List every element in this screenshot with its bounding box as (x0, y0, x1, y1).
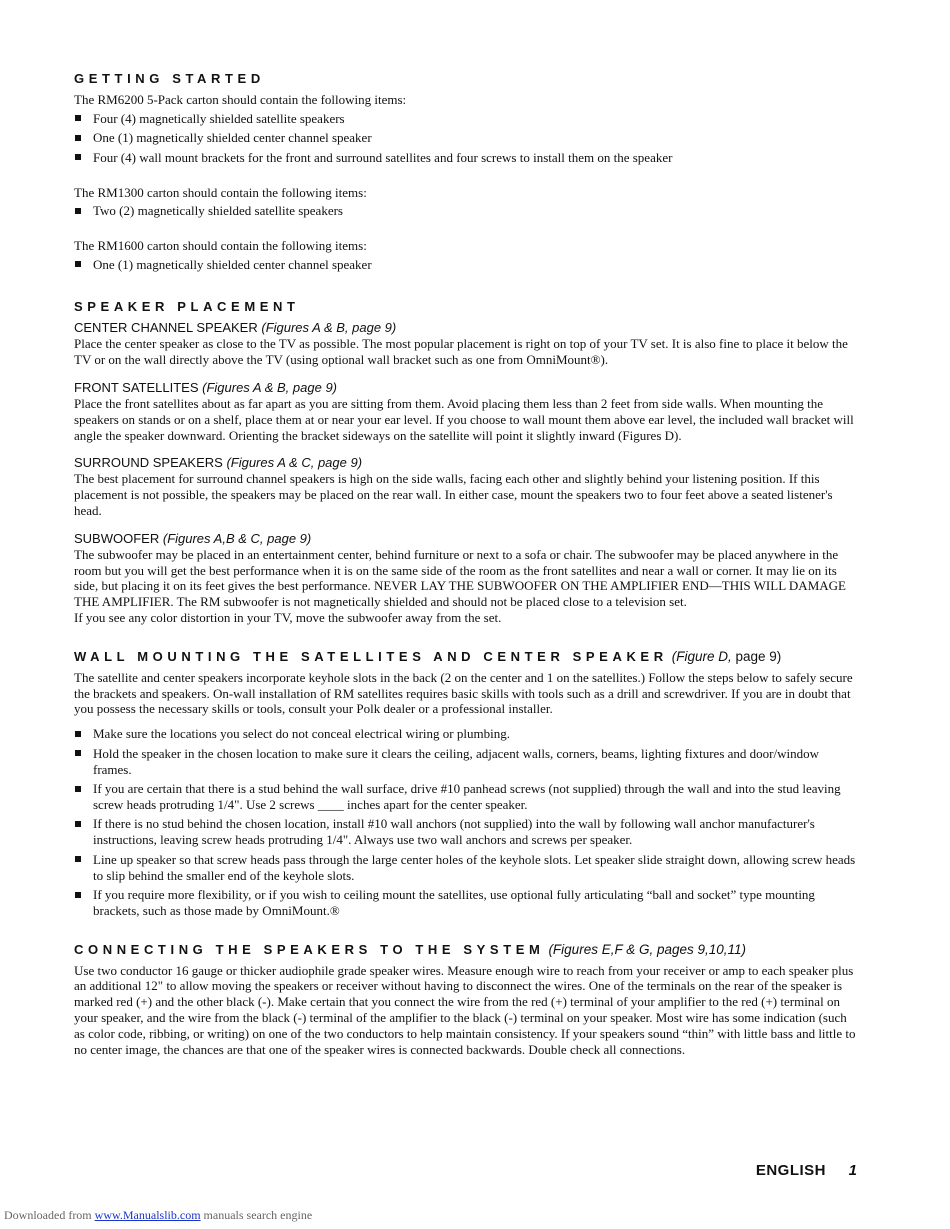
surround-speakers-text: The best placement for surround channel speakers is high on the side walls, facing each other and slightly behind your listening position. If this placement is not possible, the speakers may be placed on the rear wall. In either case, mount the speakers two to four feet above a seated listener's head. (74, 471, 833, 518)
speaker-placement-heading: SPEAKER PLACEMENT (74, 299, 300, 315)
wall-mounting-steps (74, 726, 860, 919)
subwoofer-text: The subwoofer may be placed in an entertainment center, behind furniture or next to a sofa or chair. The subwoofer may be placed anywhere in the room but you will get the best performance when it is on the same side of the room as the front satellites and near a wall or corner. It may lie on its side, but placing it on its feet gives the best performance. NEVER LAY THE SUBWOOFER ON THE AMPLIFIER END—THIS WILL DAMAGE THE AMPLIFIER. The RM subwoofer is not magnetically shielded and should not be placed close to a television set. (74, 546, 846, 610)
list-item: Four (4) wall mount brackets for the front and surround satellites and four screws to install them on the speaker (74, 150, 860, 166)
surround-speakers-subhead: SURROUND SPEAKERS (Figures A & C, page 9) (74, 455, 363, 471)
wall-mounting-heading: WALL MOUNTING THE SATELLITES AND CENTER SPEAKER (Figure D, page 9) (74, 648, 782, 664)
square-bullet-icon (75, 115, 81, 121)
list-item: If there is no stud behind the chosen location, install #10 wall anchors (not supplied) into the wall by following wall anchor manufacturer's instructions, leaving screw heads protruding 1/4". Always use two wall anchors and screws per speaker. (74, 816, 860, 848)
wall-mounting-section (74, 648, 860, 919)
subwoofer-subhead: SUBWOOFER (Figures A,B & C, page 9) (74, 530, 312, 546)
square-bullet-icon (75, 786, 81, 792)
manual-page (74, 70, 860, 1057)
rm6200-intro: The RM6200 5-Pack carton should contain the following items: (74, 92, 407, 107)
rm1600-intro: The RM1600 carton should contain the following items: (74, 237, 367, 253)
list-item: If you are certain that there is a stud behind the wall surface, drive #10 panhead screws (not supplied) through the wall and into the stud leaving screw heads protruding 1/4". Use 2 screws ____ inches apart for the center speaker. (74, 781, 860, 813)
list-item: If you require more flexibility, or if you wish to ceiling mount the satellites, use optional fully articulating “ball and socket” type mounting brackets, such as those made by OmniMount.® (74, 887, 860, 919)
square-bullet-icon (75, 856, 81, 862)
wall-mounting-figref: (Figure D, page 9) (671, 648, 782, 664)
square-bullet-icon (75, 261, 81, 267)
square-bullet-icon (75, 731, 81, 737)
rm6200-list (74, 111, 860, 166)
square-bullet-icon (75, 208, 81, 214)
front-satellites-text: Place the front satellites about as far apart as you are sitting from them. Avoid placing them less than 2 feet from side walls. When mounting the speakers on stands or on a shelf, place them at or near your ear level. If you choose to wall mount them above ear level, the included wall bracket will angle the speaker downward. Orienting the bracket sideways on the satellite will point it slightly inward (Figures D). (74, 395, 854, 443)
square-bullet-icon (75, 154, 81, 160)
square-bullet-icon (75, 750, 81, 756)
connecting-figref: (Figures E,F & G, pages 9,10,11) (548, 941, 747, 957)
getting-started-section (74, 70, 860, 273)
list-item: Two (2) magnetically shielded satellite speakers (74, 203, 860, 219)
rm1300-intro: The RM1300 carton should contain the following items: (74, 184, 367, 200)
connecting-heading: CONNECTING THE SPEAKERS TO THE SYSTEM (Figures E,F & G, pages 9,10,11) (74, 941, 747, 957)
rm1300-list (74, 203, 860, 219)
list-item: One (1) magnetically shielded center channel speaker (74, 130, 860, 146)
page-number: 1 (848, 1162, 857, 1179)
getting-started-heading: GETTING STARTED (74, 71, 265, 86)
list-item: One (1) magnetically shielded center channel speaker (74, 257, 860, 273)
wall-mounting-intro: The satellite and center speakers incorporate keyhole slots in the back (2 on the center and 1 on the satellites.) Follow the steps below to safely secure the brackets and speakers. On-wall installation of RM satellites requires basic skills with tools such as a drill and screwdriver. If you are in doubt that you possess the necessary skills or tools, consult your Polk dealer or a professional installer. (74, 669, 853, 717)
front-satellites-subhead: FRONT SATELLITES (Figures A & B, page 9) (74, 379, 337, 395)
center-channel-subhead: CENTER CHANNEL SPEAKER (Figures A & B, page 9) (74, 320, 397, 336)
square-bullet-icon (75, 892, 81, 898)
square-bullet-icon (75, 821, 81, 827)
speaker-placement-section (74, 298, 860, 625)
download-notice: Downloaded from www.Manualslib.com manuals search engine (4, 1208, 313, 1222)
list-item: Four (4) magnetically shielded satellite speakers (74, 111, 860, 127)
footer-language: ENGLISH (755, 1162, 826, 1179)
manualslib-link[interactable]: www.Manualslib.com (94, 1208, 201, 1222)
square-bullet-icon (75, 135, 81, 141)
center-channel-text: Place the center speaker as close to the TV as possible. The most popular placement is right on top of your TV set. It is also fine to place it below the TV or on the wall directly above the TV (using optional wall bracket such as one from OmniMount®). (74, 336, 848, 368)
list-item: Hold the speaker in the chosen location to make sure it clears the ceiling, adjacent walls, corners, beams, lighting fixtures and door/window frames. (74, 746, 860, 778)
rm1600-list (74, 257, 860, 273)
connecting-section (74, 941, 860, 1058)
connecting-text: Use two conductor 16 gauge or thicker audiophile grade speaker wires. Measure enough wire to reach from your receiver or amp to each speaker plus an additional 12" to allow moving the speakers or receiver without having to disconnect the wires. One of the terminals on the rear of the speaker is marked red (+) and the other black (-). Make certain that you connect the wire from the red (+) terminal of your amplifier to the red (+) terminal on your speaker, and the wire from the black (-) terminal of the amplifier to the black (-) terminal on your speaker. Most wire has some indication (such as color code, ribbing, or writing) on one of the two conductors to help maintain consistency. If your speakers sound “thin” with little bass and little to no center image, the chances are that one of the speaker wires is connected backwards. Double check all connections. (74, 962, 856, 1057)
subwoofer-text-2: If you see any color distortion in your TV, move the subwoofer away from the set. (74, 609, 502, 625)
list-item: Make sure the locations you select do not conceal electrical wiring or plumbing. (74, 726, 860, 742)
list-item: Line up speaker so that screw heads pass through the large center holes of the keyhole slots. Let speaker slide straight down, allowing screw heads to slip behind the smaller end of the keyhole slots. (74, 852, 860, 884)
